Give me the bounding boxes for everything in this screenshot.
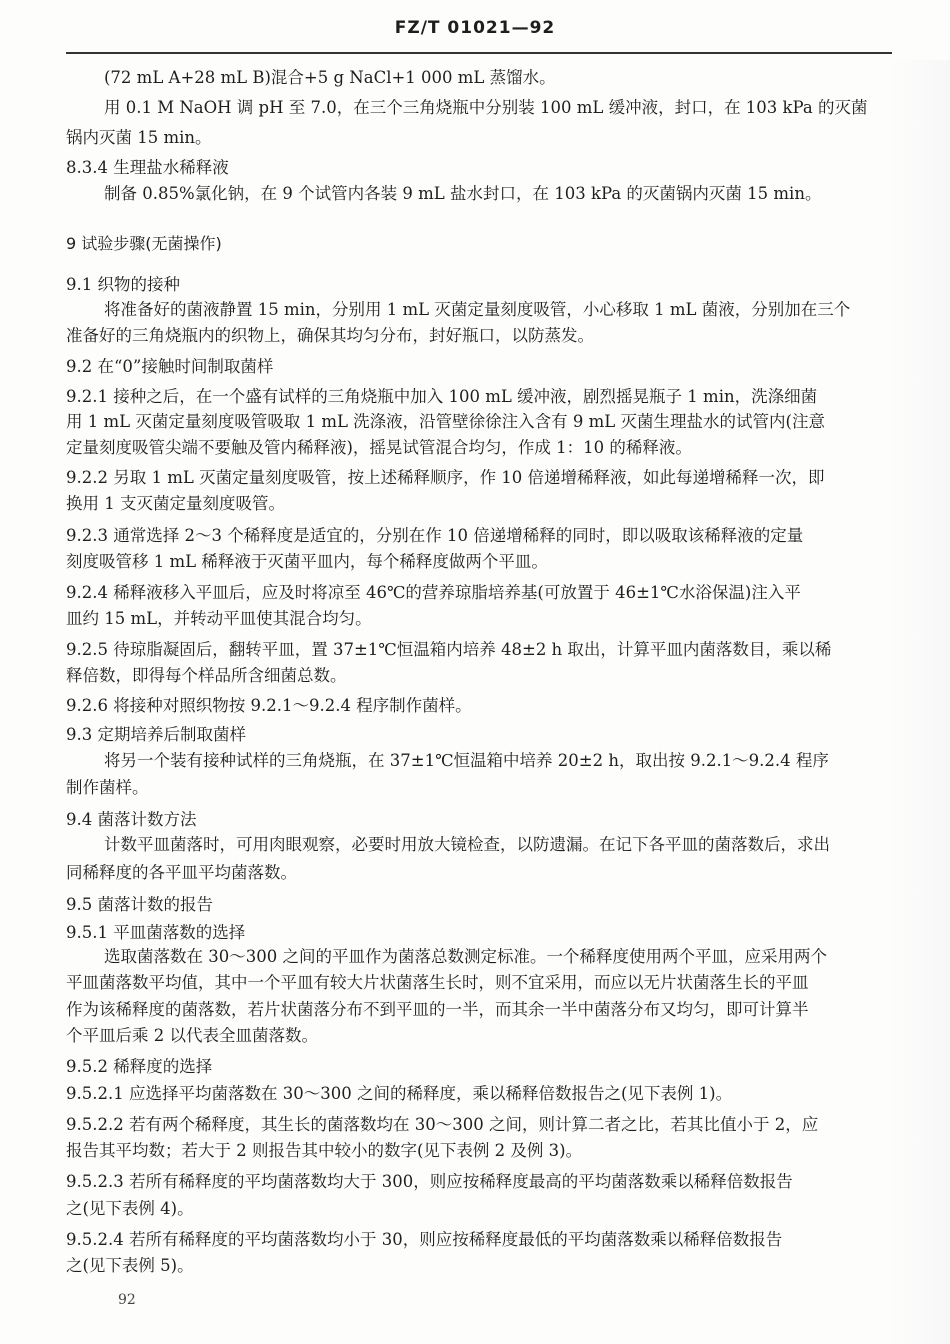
body-line: 平皿菌落数平均值，其中一个平皿有较大片状菌落生长时，则不宜采用，而应以无片状菌落生长的平皿 xyxy=(66,973,809,992)
body-line: 9.2.1 接种之后，在一个盛有试样的三角烧瓶中加入 100 mL 缓冲液，剧烈摇晃瓶子 1 min，洗涤细菌 xyxy=(66,387,818,406)
body-line: 9.5.2.1 应选择平均菌落数在 30～300 之间的稀释度，乘以稀释倍数报告之(见下表例 1)。 xyxy=(66,1084,733,1103)
body-line: 9.5.2.2 若有两个稀释度，其生长的菌落数均在 30～300 之间，则计算二者之比，若其比值小于 2，应 xyxy=(66,1115,819,1134)
section-heading: 8.3.4 生理盐水稀释液 xyxy=(66,158,229,177)
body-line: (72 mL A+28 mL B)混合+5 g NaCl+1 000 mL 蒸馏水。 xyxy=(104,68,556,87)
section-heading: 9.5.2 稀释度的选择 xyxy=(66,1057,213,1076)
body-line: 锅内灭菌 15 min。 xyxy=(66,128,212,147)
body-line: 换用 1 支灭菌定量刻度吸管。 xyxy=(66,494,285,513)
body-line: 同稀释度的各平皿平均菌落数。 xyxy=(66,863,297,882)
body-line: 9.2.5 待琼脂凝固后，翻转平皿，置 37±1℃恒温箱内培养 48±2 h 取出，计算平皿内菌落数目，乘以稀 xyxy=(66,640,832,659)
body-line: 9.2.2 另取 1 mL 灭菌定量刻度吸管，按上述稀释顺序，作 10 倍递增稀释液，如此每递增稀释一次，即 xyxy=(66,468,825,487)
section-heading: 9 试验步骤(无菌操作) xyxy=(66,234,222,253)
body-line: 9.5.2.3 若所有稀释度的平均菌落数均大于 300，则应按稀释度最高的平均菌落数乘以稀释倍数报告 xyxy=(66,1172,793,1191)
body-line: 用 0.1 M NaOH 调 pH 至 7.0，在三个三角烧瓶中分别装 100 mL 缓冲液，封口，在 103 kPa 的灭菌 xyxy=(104,98,868,117)
section-heading: 9.2 在“0”接触时间制取菌样 xyxy=(66,357,274,376)
body-line: 报告其平均数；若大于 2 则报告其中较小的数字(见下表例 2 及例 3)。 xyxy=(66,1141,583,1160)
body-line: 准备好的三角烧瓶内的织物上，确保其均匀分布，封好瓶口，以防蒸发。 xyxy=(66,326,594,345)
body-line: 计数平皿菌落时，可用肉眼观察，必要时用放大镜检查，以防遗漏。在记下各平皿的菌落数后，求出 xyxy=(104,835,830,854)
body-line: 释倍数，即得每个样品所含细菌总数。 xyxy=(66,666,347,685)
body-line: 制作菌样。 xyxy=(66,778,149,797)
body-line: 用 1 mL 灭菌定量刻度吸管吸取 1 mL 洗涤液，沿管壁徐徐注入含有 9 mL 灭菌生理盐水的试管内(注意 xyxy=(66,412,825,431)
section-heading: 9.1 织物的接种 xyxy=(66,275,180,294)
body-line: 之(见下表例 5)。 xyxy=(66,1256,194,1275)
page-number: 92 xyxy=(118,1292,136,1308)
body-line: 9.2.6 将接种对照织物按 9.2.1～9.2.4 程序制作菌样。 xyxy=(66,696,472,715)
body-line: 9.2.3 通常选择 2～3 个稀释度是适宜的，分别在作 10 倍递增稀释的同时，即以吸取该稀释液的定量 xyxy=(66,526,804,545)
body-line: 选取菌落数在 30～300 之间的平皿作为菌落总数测定标准。一个稀释度使用两个平皿，应采用两个 xyxy=(104,947,827,966)
body-line: 定量刻度吸管尖端不要触及管内稀释液)，摇晃试管混合均匀，作成 1：10 的稀释液。 xyxy=(66,438,692,457)
body-line: 之(见下表例 4)。 xyxy=(66,1199,194,1218)
body-line: 将另一个装有接种试样的三角烧瓶，在 37±1℃恒温箱中培养 20±2 h，取出按 9.2.1～9.2.4 程序 xyxy=(104,751,829,770)
body-line: 制备 0.85%氯化钠，在 9 个试管内各装 9 mL 盐水封口，在 103 kPa 的灭菌锅内灭菌 15 min。 xyxy=(104,184,822,203)
body-line: 9.2.4 稀释液移入平皿后，应及时将凉至 46℃的营养琼脂培养基(可放置于 46±1℃水浴保温)注入平 xyxy=(66,583,801,602)
section-heading: 9.3 定期培养后制取菌样 xyxy=(66,725,246,744)
body-line: 9.5.2.4 若所有稀释度的平均菌落数均小于 30，则应按稀释度最低的平均菌落数乘以稀释倍数报告 xyxy=(66,1230,783,1249)
page-edge-shadow xyxy=(888,60,950,1344)
body-line: 将准备好的菌液静置 15 min，分别用 1 mL 灭菌定量刻度吸管，小心移取 1 mL 菌液，分别加在三个 xyxy=(104,300,851,319)
section-heading: 9.5.1 平皿菌落数的选择 xyxy=(66,923,246,942)
section-heading: 9.4 菌落计数方法 xyxy=(66,810,197,829)
body-line: 刻度吸管移 1 mL 稀释液于灭菌平皿内，每个稀释度做两个平皿。 xyxy=(66,552,548,571)
section-heading: 9.5 菌落计数的报告 xyxy=(66,895,213,914)
standard-header: FZ/T 01021—92 xyxy=(394,18,556,38)
body-line: 皿约 15 mL，并转动平皿使其混合均匀。 xyxy=(66,609,372,628)
header-rule xyxy=(66,52,892,54)
body-line: 作为该稀释度的菌落数，若片状菌落分布不到平皿的一半，而其余一半中菌落分布又均匀，即可计算半 xyxy=(66,1000,809,1019)
body-line: 个平皿后乘 2 以代表全皿菌落数。 xyxy=(66,1026,318,1045)
